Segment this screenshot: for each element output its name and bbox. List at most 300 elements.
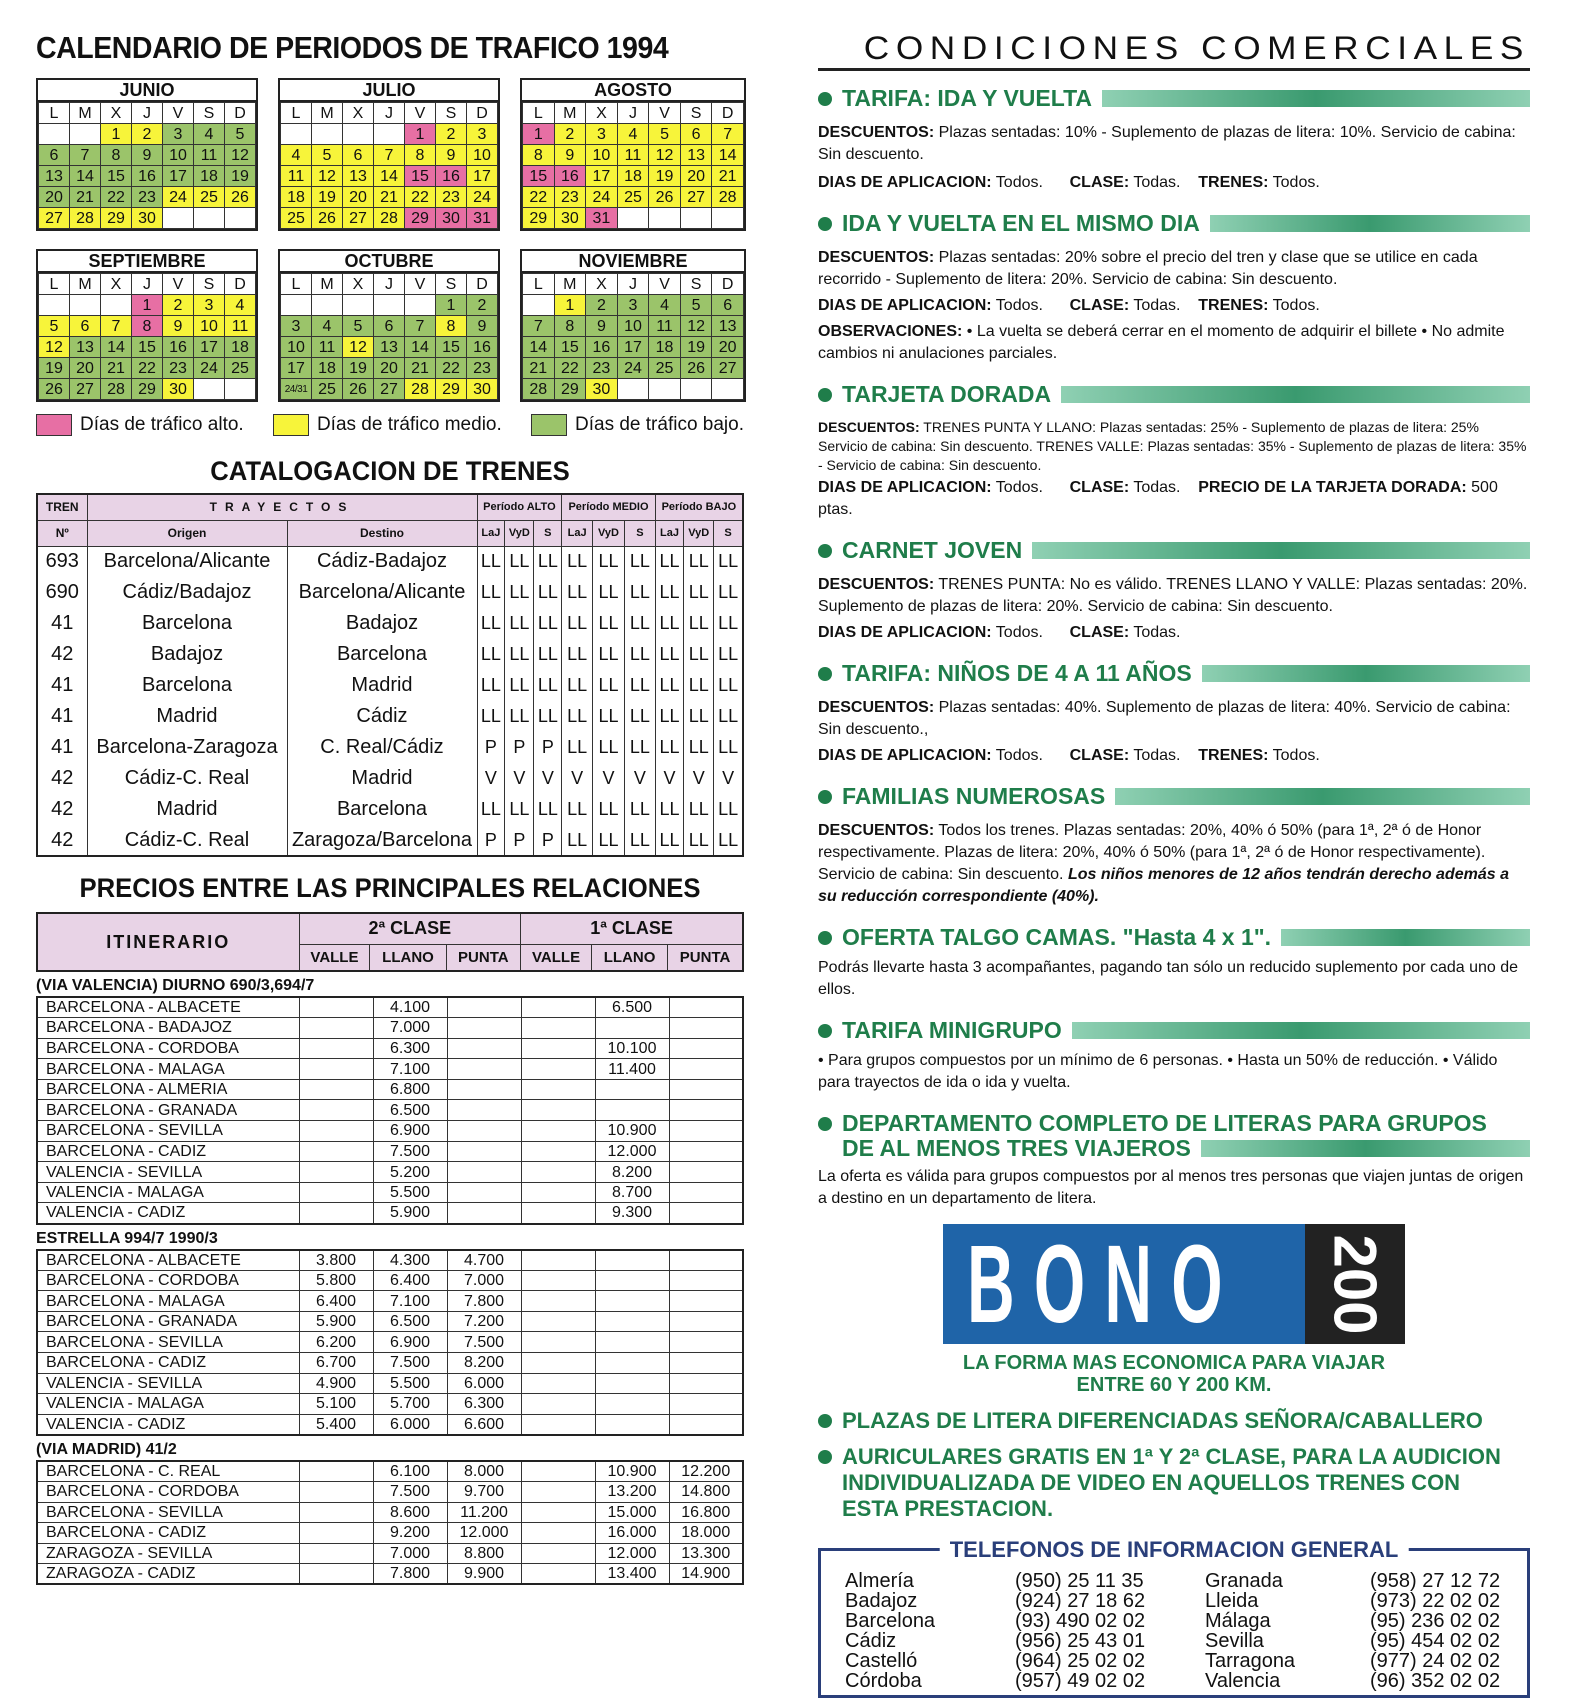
- price-value: 7.000: [447, 1270, 521, 1291]
- train-destination: Barcelona: [287, 794, 477, 825]
- calendar-day: 25: [225, 358, 256, 379]
- price-value: [447, 1182, 521, 1203]
- tel-city: Granada: [1205, 1570, 1283, 1592]
- tel-number: (958) 27 12 72: [1370, 1570, 1501, 1592]
- text: Todos.: [1268, 747, 1320, 764]
- price-value: [595, 1394, 669, 1415]
- calendar-day: 8: [132, 316, 163, 337]
- train-code: LL: [592, 701, 624, 732]
- train-code: LL: [592, 577, 624, 608]
- day-header: M: [70, 274, 101, 295]
- price-value: 4.700: [447, 1250, 521, 1271]
- calendar-day: [712, 208, 744, 229]
- calendar-day: 12: [312, 166, 343, 187]
- calendar-day: 9: [586, 316, 618, 337]
- label: CLASE:: [1069, 174, 1130, 191]
- text: 500 ptas.: [818, 479, 1498, 518]
- price-value: 6.900: [373, 1121, 447, 1142]
- calendar-day: 2: [436, 124, 467, 145]
- price-row: [37, 1564, 743, 1585]
- calendar-day: 30: [467, 379, 498, 400]
- h-sub-col: S: [534, 520, 562, 546]
- route-name: BARCELONA - CADIZ: [37, 1353, 299, 1374]
- train-code: LL: [714, 608, 743, 639]
- tel-city: Tarragona: [1205, 1650, 1296, 1672]
- price-value: [521, 1018, 595, 1039]
- label: PRECIO DE LA TARJETA DORADA:: [1198, 479, 1467, 496]
- price-row: [37, 1291, 743, 1312]
- price-value: 7.800: [447, 1291, 521, 1312]
- catalog-row: [37, 763, 743, 794]
- train-origin: Barcelona: [87, 670, 287, 701]
- h-2clase: 2ª CLASE: [299, 913, 521, 944]
- calendar-day: 1: [405, 124, 436, 145]
- train-code: LL: [505, 701, 534, 732]
- bullet-icon: [818, 931, 832, 945]
- day-header: X: [343, 274, 374, 295]
- train-code: P: [505, 732, 534, 763]
- calendar-day: 5: [312, 145, 343, 166]
- catalog-row: [37, 608, 743, 639]
- price-row: [37, 1394, 743, 1415]
- price-value: 16.000: [595, 1523, 669, 1544]
- calendar-day: 1: [132, 295, 163, 316]
- calendar-day: 13: [39, 166, 70, 187]
- calendar-month-title: SEPTIEMBRE: [38, 251, 256, 273]
- calendar-day: 15: [436, 337, 467, 358]
- text: TRENES PUNTA: No es válido. TRENES LLANO Y VALLE: Plazas sentadas: 20%. Suplemento de plazas de litera: 20%. Servicio de cabina: Sin descuento.: [818, 576, 1528, 615]
- catalog-row: [37, 732, 743, 763]
- route-name: BARCELONA - GRANADA: [37, 1311, 299, 1332]
- calendar-table: [522, 102, 744, 229]
- tel-number: (956) 25 43 01: [1015, 1630, 1146, 1652]
- calendar-day: 30: [163, 379, 194, 400]
- section-title: TARJETA DORADA: [842, 381, 1052, 407]
- calendar-day: 5: [649, 124, 681, 145]
- calendar-day: 14: [712, 145, 744, 166]
- train-code: LL: [714, 825, 743, 856]
- day-header: L: [281, 274, 312, 295]
- day-header: D: [225, 103, 256, 124]
- train-destination: Madrid: [287, 670, 477, 701]
- label: TRENES:: [1198, 747, 1269, 764]
- price-value: [521, 1291, 595, 1312]
- legend-medio-label: Días de tráfico medio.: [316, 414, 502, 435]
- tel-number: (964) 25 02 02: [1015, 1650, 1146, 1672]
- calendar-day: 7: [70, 145, 101, 166]
- h-price-sub: PUNTA: [446, 944, 521, 971]
- text: Plazas sentadas: 10% - Suplemento de plazas de litera: 10%. Servicio de cabina: Sin descuento.: [818, 124, 1516, 163]
- price-value: 8.800: [447, 1543, 521, 1564]
- train-code: LL: [655, 639, 684, 670]
- calendar-day: 10: [617, 316, 649, 337]
- train-code: V: [714, 763, 743, 794]
- route-name: VALENCIA - CADIZ: [37, 1203, 299, 1224]
- calendar-day: 6: [680, 124, 712, 145]
- text: Todos.: [1268, 174, 1320, 191]
- calendar-day: 26: [649, 187, 681, 208]
- legend-alto-swatch: [36, 414, 72, 436]
- calendar-day: 29: [436, 379, 467, 400]
- calendar-day: 22: [101, 187, 132, 208]
- route-name: BARCELONA - CADIZ: [37, 1523, 299, 1544]
- calendar-day: 13: [680, 145, 712, 166]
- calendar-day: 20: [712, 337, 744, 358]
- label: DESCUENTOS:: [818, 699, 935, 716]
- price-value: [447, 1038, 521, 1059]
- label: DESCUENTOS:: [818, 124, 935, 141]
- price-value: 5.800: [299, 1270, 373, 1291]
- legend-bajo: [531, 414, 744, 436]
- price-value: [521, 1394, 595, 1415]
- price-row: [37, 1121, 743, 1142]
- price-value: 6.300: [373, 1038, 447, 1059]
- tel-number: (924) 27 18 62: [1015, 1590, 1146, 1612]
- day-header: S: [680, 274, 712, 295]
- price-value: [299, 1141, 373, 1162]
- price-value: [669, 1182, 743, 1203]
- calendar-day: [70, 124, 101, 145]
- legend-medio: [273, 414, 502, 436]
- price-table: [36, 1249, 744, 1436]
- price-value: [447, 1018, 521, 1039]
- calendar-day: 26: [39, 379, 70, 400]
- calendar-day: 21: [712, 166, 744, 187]
- price-value: [299, 1121, 373, 1142]
- calendar-day: 6: [70, 316, 101, 337]
- price-value: 9.300: [595, 1203, 669, 1224]
- tel-number: (977) 24 02 02: [1370, 1650, 1501, 1672]
- calendar-day: [281, 295, 312, 316]
- catalog-row: [37, 794, 743, 825]
- calendar-day: 22: [436, 358, 467, 379]
- h-price-sub: VALLE: [521, 944, 592, 971]
- train-code: P: [534, 825, 562, 856]
- price-value: 6.000: [373, 1414, 447, 1435]
- price-value: [595, 1270, 669, 1291]
- tel-city: Badajoz: [845, 1590, 918, 1612]
- calendar-day: 11: [312, 337, 343, 358]
- train-code: LL: [625, 732, 656, 763]
- price-value: [521, 1270, 595, 1291]
- price-value: [521, 1250, 595, 1271]
- price-value: [521, 1414, 595, 1435]
- calendar-day: 4: [312, 316, 343, 337]
- train-code: LL: [477, 670, 505, 701]
- price-value: 6.000: [447, 1373, 521, 1394]
- calendar-day: 16: [132, 166, 163, 187]
- calendar-day: 25: [617, 187, 649, 208]
- section-title-3: ESTA PRESTACION.: [842, 1496, 1054, 1521]
- calendar-day: 1: [523, 124, 555, 145]
- text: Todas.: [1129, 624, 1181, 641]
- price-value: 8.600: [373, 1502, 447, 1523]
- calendar-day: 15: [101, 166, 132, 187]
- train-code: LL: [625, 546, 656, 577]
- h-medio: Período MEDIO: [562, 494, 655, 520]
- train-code: LL: [534, 577, 562, 608]
- price-value: [669, 1373, 743, 1394]
- price-value: 6.500: [373, 1311, 447, 1332]
- calendar-day: 19: [343, 358, 374, 379]
- calendar-month-title: AGOSTO: [522, 80, 744, 102]
- calendar-month-title: JUNIO: [38, 80, 256, 102]
- train-code: LL: [714, 546, 743, 577]
- h-sub-col: VyD: [684, 520, 714, 546]
- price-value: 7.500: [373, 1481, 447, 1502]
- section-ida-vuelta: [818, 85, 1530, 194]
- day-header: J: [132, 274, 163, 295]
- price-value: 7.500: [373, 1353, 447, 1374]
- train-code: LL: [562, 794, 593, 825]
- calendar-month-title: NOVIEMBRE: [522, 251, 744, 273]
- train-code: LL: [714, 670, 743, 701]
- calendar-day: 2: [586, 295, 618, 316]
- train-code: LL: [477, 577, 505, 608]
- train-code: LL: [655, 577, 684, 608]
- route-name: VALENCIA - CADIZ: [37, 1414, 299, 1435]
- day-header: M: [70, 103, 101, 124]
- train-code: LL: [684, 670, 714, 701]
- train-origin: Cádiz/Badajoz: [87, 577, 287, 608]
- train-code: LL: [655, 732, 684, 763]
- h-sub-col: S: [625, 520, 656, 546]
- catalog-row: [37, 577, 743, 608]
- text: Todos.: [1268, 297, 1320, 314]
- calendar-day: 26: [312, 208, 343, 229]
- price-value: [299, 1523, 373, 1544]
- day-header: L: [39, 103, 70, 124]
- calendar-day: [617, 208, 649, 229]
- route-name: BARCELONA - CORDOBA: [37, 1481, 299, 1502]
- label: DIAS DE APLICACION:: [818, 174, 992, 191]
- calendar-day: 14: [523, 337, 555, 358]
- section-carnet-joven: [818, 537, 1530, 644]
- text: • La vuelta se deberá cerrar en el momento de adquirir el billete • No admite cambios ni anulaciones parciales.: [818, 323, 1505, 362]
- price-value: [669, 1141, 743, 1162]
- price-value: [595, 1100, 669, 1121]
- price-value: [595, 1414, 669, 1435]
- train-code: LL: [562, 670, 593, 701]
- section-title: TARIFA MINIGRUPO: [842, 1017, 1062, 1043]
- train-origin: Badajoz: [87, 639, 287, 670]
- text: TRENES PUNTA Y LLANO: Plazas sentadas: 25% - Suplemento de plazas de litera: 25% Servicio de cabina: Sin descuento. TRENES VALLE: Plazas sentadas: 35% - Suplemento de plazas de litera: 35% - Servicio de cabina: Sin descuento.: [818, 419, 1527, 473]
- price-value: 3.800: [299, 1250, 373, 1271]
- calendar-day: 26: [343, 379, 374, 400]
- calendar-day: 18: [281, 187, 312, 208]
- calendar-day: 19: [649, 166, 681, 187]
- calendar-day: 28: [374, 208, 405, 229]
- calendar-day: 31: [586, 208, 618, 229]
- calendar-day: 4: [225, 295, 256, 316]
- calendar-day: 3: [281, 316, 312, 337]
- calendar-day: 18: [617, 166, 649, 187]
- price-value: [669, 1059, 743, 1080]
- section-minigrupo: [818, 1017, 1530, 1094]
- calendar-day: 21: [374, 187, 405, 208]
- calendar-day: 9: [467, 316, 498, 337]
- calendar-day: [617, 379, 649, 400]
- calendar-day: 3: [194, 295, 225, 316]
- price-value: [299, 997, 373, 1018]
- tel-city: Cádiz: [845, 1630, 897, 1652]
- train-code: LL: [714, 639, 743, 670]
- price-value: [595, 1373, 669, 1394]
- tel-number: (950) 25 11 35: [1015, 1570, 1144, 1592]
- calendar-noviembre: [520, 249, 746, 402]
- train-number: 41: [37, 701, 87, 732]
- label: DESCUENTOS:: [818, 576, 935, 593]
- train-code: LL: [562, 732, 593, 763]
- calendar-day: 13: [70, 337, 101, 358]
- catalog-row: [37, 546, 743, 577]
- text: Todos.: [991, 479, 1043, 496]
- calendar-grid: [36, 78, 744, 402]
- label: DESCUENTOS:: [818, 249, 935, 266]
- calendar-day: 16: [586, 337, 618, 358]
- title-rule: [818, 68, 1530, 71]
- h-sub-col: LaJ: [477, 520, 505, 546]
- train-code: LL: [655, 546, 684, 577]
- label: DESCUENTOS:: [818, 822, 935, 839]
- text: La oferta es válida para grupos compuestos por al menos tres personas que viajen juntas de origen a destino en un departamento de litera.: [818, 1168, 1524, 1207]
- calendar-day: 17: [617, 337, 649, 358]
- calendar-title: CALENDARIO DE PERIODOS DE TRAFICO 1994: [36, 30, 669, 65]
- section-auriculares: [818, 1444, 1530, 1522]
- calendar-day: 12: [343, 337, 374, 358]
- price-value: 5.900: [299, 1311, 373, 1332]
- route-name: BARCELONA - ALMERIA: [37, 1079, 299, 1100]
- price-value: [669, 1018, 743, 1039]
- price-value: [595, 1311, 669, 1332]
- telefonos-box: [818, 1537, 1530, 1698]
- calendar-day: 1: [436, 295, 467, 316]
- calendar-day: 7: [101, 316, 132, 337]
- calendar-day: 9: [132, 145, 163, 166]
- train-code: P: [505, 825, 534, 856]
- train-destination: Madrid: [287, 763, 477, 794]
- price-value: [299, 1203, 373, 1224]
- price-value: [299, 1162, 373, 1183]
- train-code: LL: [477, 701, 505, 732]
- price-group-title: ESTRELLA 994/7 1990/3: [36, 1229, 218, 1247]
- price-value: [521, 1353, 595, 1374]
- calendar-day: 12: [649, 145, 681, 166]
- train-code: LL: [592, 825, 624, 856]
- calendar-julio: [278, 78, 500, 231]
- text: Podrás llevarte hasta 3 acompañantes, pagando tan sólo un reducido suplemento por cada uno de ellos.: [818, 959, 1519, 998]
- price-value: [299, 1481, 373, 1502]
- calendar-day: 5: [680, 295, 712, 316]
- calendar-day: 31: [467, 208, 498, 229]
- calendar-day: 27: [39, 208, 70, 229]
- price-value: 16.800: [669, 1502, 743, 1523]
- train-code: LL: [477, 794, 505, 825]
- price-value: [521, 1373, 595, 1394]
- calendar-day: 14: [101, 337, 132, 358]
- tel-city: Almería: [845, 1570, 914, 1592]
- calendar-day: 24/31: [281, 379, 312, 400]
- train-code: LL: [714, 794, 743, 825]
- label: CLASE:: [1069, 747, 1130, 764]
- h-alto: Período ALTO: [477, 494, 562, 520]
- route-name: BARCELONA - GRANADA: [37, 1100, 299, 1121]
- price-value: 6.800: [373, 1079, 447, 1100]
- bullet-icon: [818, 1414, 832, 1428]
- price-value: 13.400: [595, 1564, 669, 1585]
- calendar-day: 18: [225, 337, 256, 358]
- legend-alto: [36, 414, 244, 436]
- calendar-day: 20: [70, 358, 101, 379]
- calendar-day: [649, 379, 681, 400]
- train-code: LL: [655, 670, 684, 701]
- calendar-day: 25: [281, 208, 312, 229]
- h-itinerario: ITINERARIO: [37, 913, 299, 971]
- calendar-day: 26: [225, 187, 256, 208]
- price-value: [447, 1121, 521, 1142]
- calendar-day: [194, 208, 225, 229]
- train-code: LL: [505, 639, 534, 670]
- price-value: [669, 1100, 743, 1121]
- calendar-day: [649, 208, 681, 229]
- calendar-day: 3: [617, 295, 649, 316]
- price-row: [37, 1079, 743, 1100]
- calendar-day: 23: [554, 187, 586, 208]
- price-row: [37, 1141, 743, 1162]
- price-value: [447, 1100, 521, 1121]
- price-value: [595, 1079, 669, 1100]
- bullet-icon: [818, 544, 832, 558]
- calendar-day: 27: [712, 358, 744, 379]
- price-value: 7.200: [447, 1311, 521, 1332]
- calendar-day: 24: [586, 187, 618, 208]
- calendar-day: 15: [405, 166, 436, 187]
- calendar-day: [225, 208, 256, 229]
- tel-city: Málaga: [1205, 1610, 1271, 1632]
- bono-caption-1: LA FORMA MAS ECONOMICA PARA VIAJAR: [962, 1352, 1386, 1374]
- calendar-day: 7: [374, 145, 405, 166]
- price-group-title: (VIA MADRID) 41/2: [36, 1440, 177, 1458]
- route-name: BARCELONA - ALBACETE: [37, 997, 299, 1018]
- price-value: [669, 1311, 743, 1332]
- day-header: S: [436, 103, 467, 124]
- left-column: [36, 30, 744, 1585]
- bullet-icon: [818, 1024, 832, 1038]
- price-row: [37, 1502, 743, 1523]
- calendar-day: 23: [163, 358, 194, 379]
- calendar-day: [39, 295, 70, 316]
- calendar-day: 26: [680, 358, 712, 379]
- price-value: [669, 1038, 743, 1059]
- calendar-day: 3: [467, 124, 498, 145]
- day-header: D: [467, 274, 498, 295]
- train-code: LL: [655, 825, 684, 856]
- legend-bajo-label: Días de tráfico bajo.: [575, 414, 744, 435]
- bullet-icon: [818, 1450, 832, 1464]
- train-code: LL: [684, 608, 714, 639]
- h-price-sub: PUNTA: [668, 944, 743, 971]
- calendar-day: 6: [39, 145, 70, 166]
- calendar-day: 24: [467, 187, 498, 208]
- text: Todos.: [991, 174, 1043, 191]
- train-origin: Barcelona-Zaragoza: [87, 732, 287, 763]
- price-value: 11.200: [447, 1502, 521, 1523]
- calendar-day: 3: [586, 124, 618, 145]
- calendar-day: 29: [554, 379, 586, 400]
- calendar-day: 2: [554, 124, 586, 145]
- price-value: 10.900: [595, 1121, 669, 1142]
- route-name: ZARAGOZA - CADIZ: [37, 1564, 299, 1585]
